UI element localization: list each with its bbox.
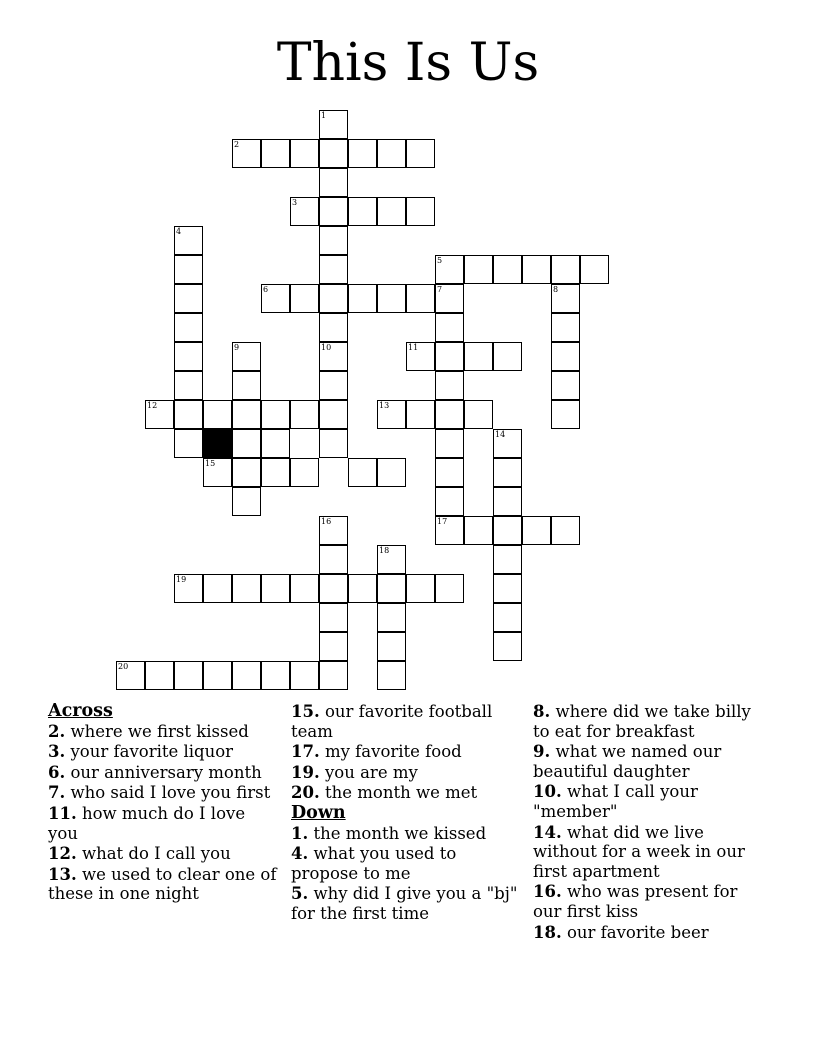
grid-cell[interactable] <box>145 661 174 690</box>
clue-number: 9 <box>234 343 240 352</box>
clue-item-number: 7. <box>48 783 66 803</box>
grid-cell[interactable] <box>174 313 203 342</box>
grid-cell[interactable] <box>319 284 348 313</box>
clue-item-number: 6. <box>48 762 66 782</box>
grid-cell[interactable] <box>290 139 319 168</box>
grid-cell[interactable] <box>464 255 493 284</box>
clue-item-number: 14. <box>533 822 562 842</box>
grid-cell[interactable] <box>377 139 406 168</box>
clue-item-text: where we first kissed <box>70 721 249 741</box>
grid-cell[interactable] <box>348 574 377 603</box>
grid-cell[interactable] <box>493 487 522 516</box>
clue-item-number: 8. <box>533 702 551 721</box>
grid-cell[interactable] <box>174 661 203 690</box>
across-heading: Across <box>48 701 113 721</box>
grid-cell[interactable] <box>174 371 203 400</box>
grid-cell[interactable] <box>406 284 435 313</box>
grid-cell[interactable] <box>319 661 348 690</box>
grid-cell[interactable] <box>522 516 551 545</box>
grid-cell[interactable] <box>377 661 406 690</box>
grid-cell[interactable] <box>406 197 435 226</box>
clue-number: 4 <box>176 227 182 236</box>
grid-cell[interactable] <box>232 139 261 168</box>
grid-cell[interactable] <box>174 226 203 255</box>
grid-cell[interactable] <box>319 197 348 226</box>
grid-cell[interactable] <box>464 400 493 429</box>
clue-item-text: what you used to propose to me <box>291 844 457 883</box>
grid-cell[interactable] <box>319 110 348 139</box>
grid-cell[interactable] <box>319 516 348 545</box>
grid-cell[interactable] <box>319 545 348 574</box>
grid-cell[interactable] <box>232 429 261 458</box>
grid-cell[interactable] <box>551 313 580 342</box>
grid-cell[interactable] <box>551 400 580 429</box>
grid-cell[interactable] <box>319 603 348 632</box>
clue-item <box>48 783 280 803</box>
clue-item-number: 15. <box>291 702 320 721</box>
grid-cell[interactable] <box>348 458 377 487</box>
down-heading: Down <box>291 802 346 823</box>
grid-cell[interactable] <box>261 400 290 429</box>
clue-item <box>291 763 523 783</box>
clue-item-text: what I call your "member" <box>533 782 698 821</box>
grid-cell[interactable] <box>232 371 261 400</box>
clue-column-2 <box>291 702 523 925</box>
grid-cell[interactable] <box>319 313 348 342</box>
grid-cell[interactable] <box>232 342 261 371</box>
clue-column-3 <box>533 702 765 943</box>
grid-cell[interactable] <box>348 139 377 168</box>
clue-number: 18 <box>379 546 390 555</box>
grid-cell[interactable] <box>290 661 319 690</box>
clue-item <box>291 742 523 762</box>
grid-cell[interactable] <box>406 400 435 429</box>
grid-cell[interactable] <box>319 139 348 168</box>
grid-cell[interactable] <box>435 371 464 400</box>
grid-cell[interactable] <box>435 284 464 313</box>
grid-cell[interactable] <box>551 371 580 400</box>
grid-cell[interactable] <box>116 661 145 690</box>
grid-cell[interactable] <box>290 197 319 226</box>
clue-number: 17 <box>437 517 448 526</box>
grid-cell[interactable] <box>435 574 464 603</box>
grid-cell[interactable] <box>464 342 493 371</box>
across-clue-list <box>48 722 280 904</box>
grid-cell[interactable] <box>493 255 522 284</box>
grid-cell[interactable] <box>203 458 232 487</box>
clue-item <box>291 702 523 741</box>
grid-cell[interactable] <box>319 255 348 284</box>
clue-item-text: we used to clear one of these in one night <box>48 864 277 904</box>
grid-cell[interactable] <box>493 632 522 661</box>
grid-cell[interactable] <box>174 574 203 603</box>
clue-item <box>48 844 280 864</box>
clue-item <box>533 782 765 821</box>
grid-cell[interactable] <box>261 429 290 458</box>
clue-item-number: 1. <box>291 823 309 843</box>
clue-item-text: the month we met <box>324 783 478 803</box>
grid-cell[interactable] <box>406 574 435 603</box>
grid-cell[interactable] <box>551 255 580 284</box>
grid-cell[interactable] <box>377 574 406 603</box>
grid-cell[interactable] <box>232 400 261 429</box>
clue-item <box>48 804 280 843</box>
clue-item-number: 2. <box>48 721 66 741</box>
across-clue-list-continued <box>291 702 523 803</box>
grid-cell[interactable] <box>377 545 406 574</box>
page-title: This Is Us <box>276 33 540 93</box>
clue-item-text: our anniversary month <box>70 762 262 782</box>
grid-cell[interactable] <box>348 197 377 226</box>
grid-cell[interactable] <box>319 574 348 603</box>
grid-cell[interactable] <box>174 342 203 371</box>
grid-cell[interactable] <box>464 516 493 545</box>
grid-cell[interactable] <box>435 400 464 429</box>
grid-cell[interactable] <box>145 400 174 429</box>
grid-cell[interactable] <box>377 400 406 429</box>
clue-item-number: 16. <box>533 882 562 902</box>
grid-cell[interactable] <box>174 255 203 284</box>
grid-cell[interactable] <box>232 661 261 690</box>
clue-item <box>291 884 523 923</box>
clue-item-text: you are my <box>324 762 418 782</box>
grid-cell[interactable] <box>232 487 261 516</box>
clue-item-text: my favorite food <box>324 742 462 762</box>
grid-cell[interactable] <box>319 632 348 661</box>
clue-item-number: 9. <box>533 742 551 762</box>
grid-cell[interactable] <box>493 545 522 574</box>
grid-cell[interactable] <box>493 603 522 632</box>
clue-item-number: 10. <box>533 782 562 802</box>
clue-item <box>291 824 523 844</box>
clue-item-text: what do I call you <box>81 844 231 864</box>
clue-item-text: where did we take billy to eat for breakfast <box>533 702 751 741</box>
clue-number: 3 <box>292 198 298 207</box>
clue-item <box>48 763 280 783</box>
clue-item-number: 5. <box>291 884 309 904</box>
clue-number: 16 <box>321 517 332 526</box>
grid-cell[interactable] <box>290 574 319 603</box>
grid-cell[interactable] <box>493 516 522 545</box>
clue-item-text: the month we kissed <box>313 823 487 843</box>
grid-cell[interactable] <box>551 516 580 545</box>
clue-item <box>533 923 765 943</box>
clue-number: 5 <box>437 256 443 265</box>
clue-number: 15 <box>205 459 216 468</box>
clue-number: 12 <box>147 401 158 410</box>
clue-item-number: 20. <box>291 783 320 803</box>
grid-cell[interactable] <box>493 342 522 371</box>
grid-cell[interactable] <box>174 400 203 429</box>
clue-number: 10 <box>321 343 332 352</box>
grid-cell[interactable] <box>435 313 464 342</box>
grid-cell[interactable] <box>232 574 261 603</box>
grid-cell[interactable] <box>377 458 406 487</box>
clue-number: 13 <box>379 401 390 410</box>
clue-item-text: what did we live without for a week in our first apartment <box>533 822 745 881</box>
grid-cell[interactable] <box>551 342 580 371</box>
clue-number: 20 <box>118 662 129 671</box>
grid-cell[interactable] <box>377 632 406 661</box>
clue-item-number: 11. <box>48 803 77 823</box>
grid-cell[interactable] <box>493 429 522 458</box>
clue-item-number: 13. <box>48 864 77 884</box>
black-cell <box>203 429 232 458</box>
clue-item-number: 4. <box>291 844 309 864</box>
clue-item <box>533 742 765 781</box>
grid-cell[interactable] <box>319 371 348 400</box>
clue-item <box>48 865 280 904</box>
grid-cell[interactable] <box>261 139 290 168</box>
grid-cell[interactable] <box>261 661 290 690</box>
clue-item-text: our favorite football team <box>291 702 493 741</box>
grid-cell[interactable] <box>493 458 522 487</box>
grid-cell[interactable] <box>435 342 464 371</box>
grid-cell[interactable] <box>203 661 232 690</box>
grid-cell[interactable] <box>261 458 290 487</box>
grid-cell[interactable] <box>580 255 609 284</box>
clue-item <box>48 742 280 762</box>
grid-cell[interactable] <box>435 429 464 458</box>
grid-cell[interactable] <box>203 574 232 603</box>
grid-cell[interactable] <box>290 284 319 313</box>
clue-item-number: 17. <box>291 742 320 762</box>
grid-cell[interactable] <box>435 458 464 487</box>
clue-item-number: 12. <box>48 844 77 864</box>
clue-number: 11 <box>408 343 419 352</box>
grid-cell[interactable] <box>348 284 377 313</box>
grid-cell[interactable] <box>435 487 464 516</box>
grid-cell[interactable] <box>174 429 203 458</box>
clue-item-number: 3. <box>48 742 66 762</box>
clue-item-text: who said I love you first <box>70 783 271 803</box>
grid-cell[interactable] <box>493 574 522 603</box>
clue-item-text: why did I give you a "bj" for the first time <box>291 884 518 923</box>
down-clue-list-continued <box>533 702 765 942</box>
clue-item-number: 19. <box>291 762 320 782</box>
grid-cell[interactable] <box>522 255 551 284</box>
grid-cell[interactable] <box>261 284 290 313</box>
clue-item-text: what we named our beautiful daughter <box>533 742 722 781</box>
grid-cell[interactable] <box>406 342 435 371</box>
grid-cell[interactable] <box>551 284 580 313</box>
grid-cell[interactable] <box>319 342 348 371</box>
grid-cell[interactable] <box>406 139 435 168</box>
grid-cell[interactable] <box>319 429 348 458</box>
grid-cell[interactable] <box>319 168 348 197</box>
grid-cell[interactable] <box>261 574 290 603</box>
grid-cell[interactable] <box>174 284 203 313</box>
grid-cell[interactable] <box>232 458 261 487</box>
clue-item-text: who was present for our first kiss <box>533 882 738 921</box>
grid-cell[interactable] <box>377 284 406 313</box>
down-clue-list <box>291 824 523 924</box>
clue-column-1 <box>48 702 280 905</box>
grid-cell[interactable] <box>319 400 348 429</box>
grid-cell[interactable] <box>435 255 464 284</box>
grid-cell[interactable] <box>377 197 406 226</box>
clue-number: 2 <box>234 140 240 149</box>
clue-item-text: our favorite beer <box>566 922 709 942</box>
clue-number: 14 <box>495 430 506 439</box>
grid-cell[interactable] <box>435 516 464 545</box>
clue-item <box>533 823 765 882</box>
clue-item <box>48 722 280 742</box>
clue-number: 19 <box>176 575 187 584</box>
clue-item-number: 18. <box>533 922 562 942</box>
grid-cell[interactable] <box>377 603 406 632</box>
clue-item <box>533 702 765 741</box>
clue-number: 6 <box>263 285 269 294</box>
grid-cell[interactable] <box>290 400 319 429</box>
clue-number: 7 <box>437 285 443 294</box>
clue-number: 8 <box>553 285 559 294</box>
clue-item <box>291 844 523 883</box>
clue-item-text: how much do I love you <box>48 803 246 843</box>
clue-item <box>291 783 523 803</box>
grid-cell[interactable] <box>203 400 232 429</box>
clue-number: 1 <box>321 111 327 120</box>
grid-cell[interactable] <box>290 458 319 487</box>
clue-item <box>533 882 765 921</box>
grid-cell[interactable] <box>319 226 348 255</box>
clue-item-text: your favorite liquor <box>70 742 234 762</box>
